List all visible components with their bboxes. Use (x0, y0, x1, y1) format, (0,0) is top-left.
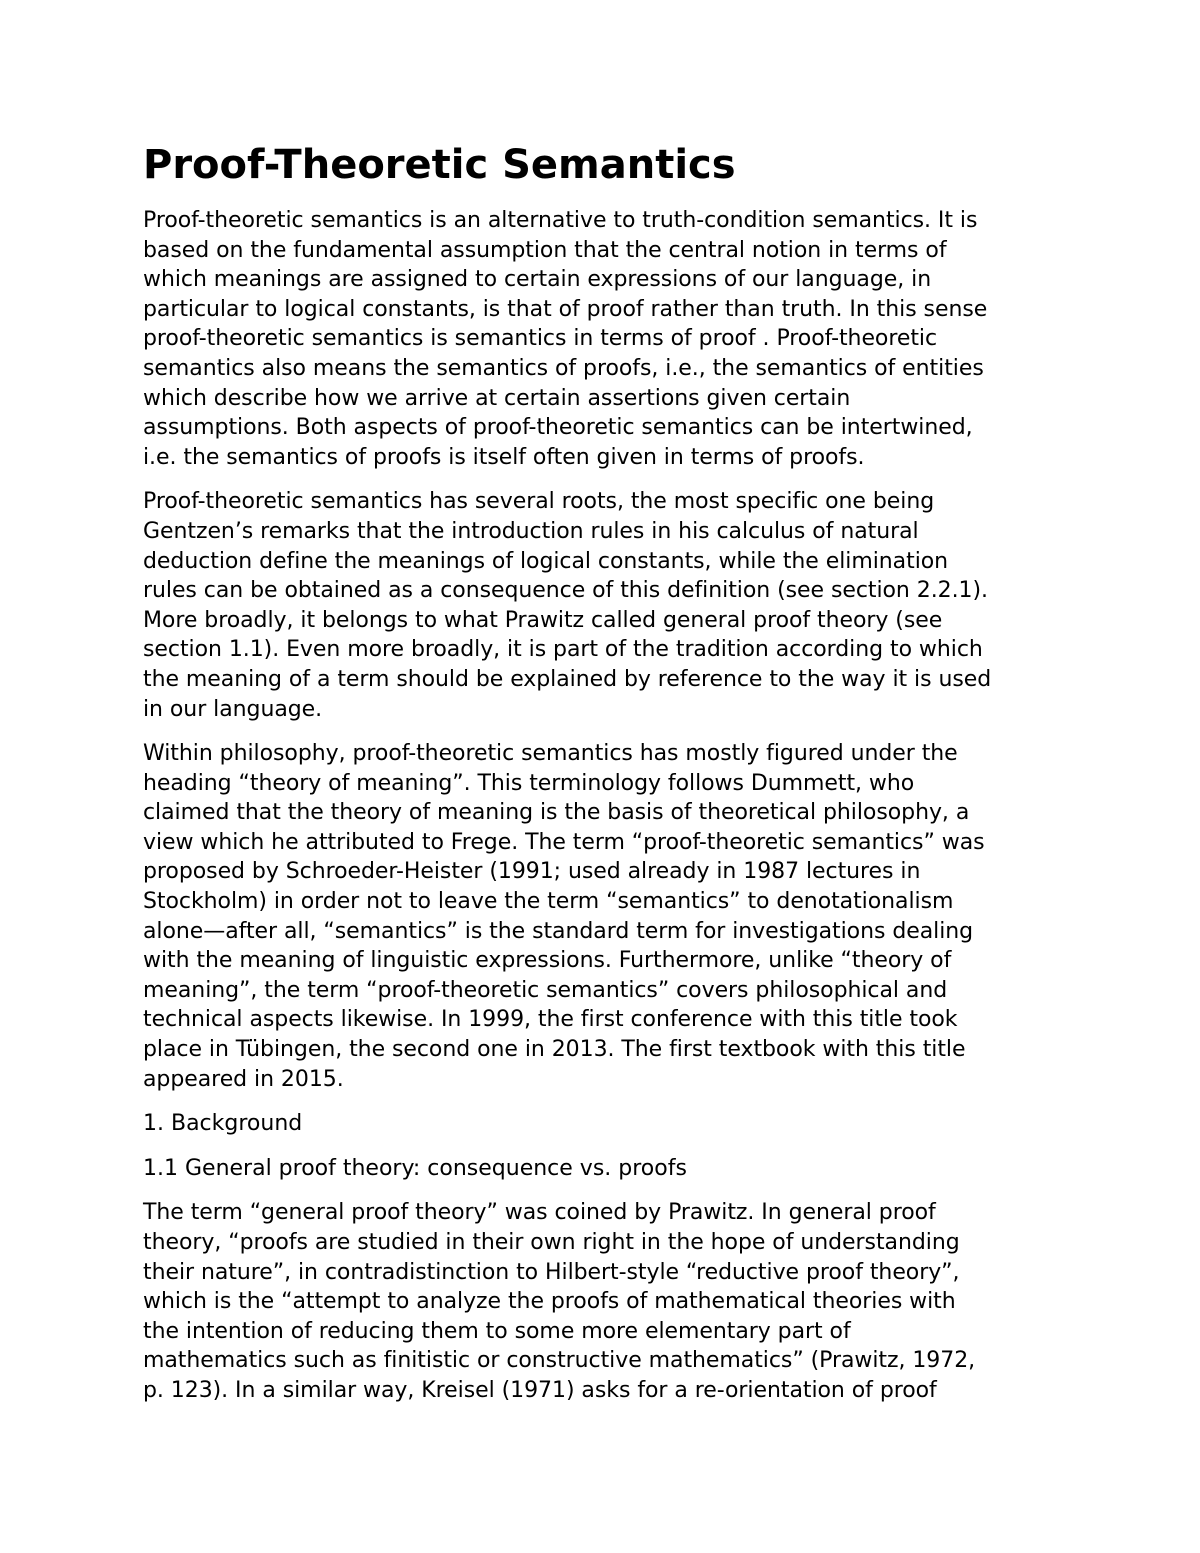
subsection-heading-general-proof-theory: 1.1 General proof theory: consequence vs. proofs (143, 1155, 687, 1181)
paragraph-intro: Proof-theoretic semantics is an alternative to truth-condition semantics. It is based on the fundamental assumption that the central notion in terms of which meanings are assigned to certain expressions of our language, in particular to logical constants, is that of proof rather than truth. In this sense proof-theoretic semantics is semantics in terms of proof . Proof-theoretic semantics also means the semantics of proofs, i.e., the semantics of entities which describe how we arrive at certain assertions given certain assumptions. Both aspects of proof-theoretic semantics can be intertwined, i.e. the semantics of proofs is itself often given in terms of proofs. (143, 208, 988, 470)
section-heading-background: 1. Background (143, 1111, 303, 1137)
paragraph-general-proof-theory: The term “general proof theory” was coined by Prawitz. In general proof theory, “proofs are studied in their own right in the hope of understanding their nature”, in contradistinction to Hilbert-style “reductive proof theory”, which is the “attempt to analyze the proofs of mathematical theories with the intention of reducing them to some more elementary part of mathematics such as finitistic or constructive mathematics” (Prawitz, 1972, p. 123). In a similar way, Kreisel (1971) asks for a re-orientation of proof (143, 1200, 976, 1403)
paragraph-philosophy: Within philosophy, proof-theoretic semantics has mostly figured under the heading “theory of meaning”. This terminology follows Dummett, who claimed that the theory of meaning is the basis of theoretical philosophy, a view which he attributed to Frege. The term “proof-theoretic semantics” was proposed by Schroeder-Heister (1991; used already in 1987 lectures in Stockholm) in order not to leave the term “semantics” to denotationalism alone—after all, “semantics” is the standard term for investigations dealing with the meaning of linguistic expressions. Furthermore, unlike “theory of meaning”, the term “proof-theoretic semantics” covers philosophical and technical aspects likewise. In 1999, the first conference with this title took place in Tübingen, the second one in 2013. The first textbook with this title appeared in 2015. (143, 741, 985, 1092)
paragraph-roots: Proof-theoretic semantics has several roots, the most specific one being Gentzen’s remarks that the introduction rules in his calculus of natural deduction define the meanings of logical constants, while the elimination rules can be obtained as a consequence of this definition (see section 2.2.1). More broadly, it belongs to what Prawitz called general proof theory (see section 1.1). Even more broadly, it is part of the tradition according to which the meaning of a term should be explained by reference to the way it is used in our language. (143, 489, 992, 722)
document-title: Proof-Theoretic Semantics (143, 142, 736, 188)
document-page (143, 138, 1063, 1421)
